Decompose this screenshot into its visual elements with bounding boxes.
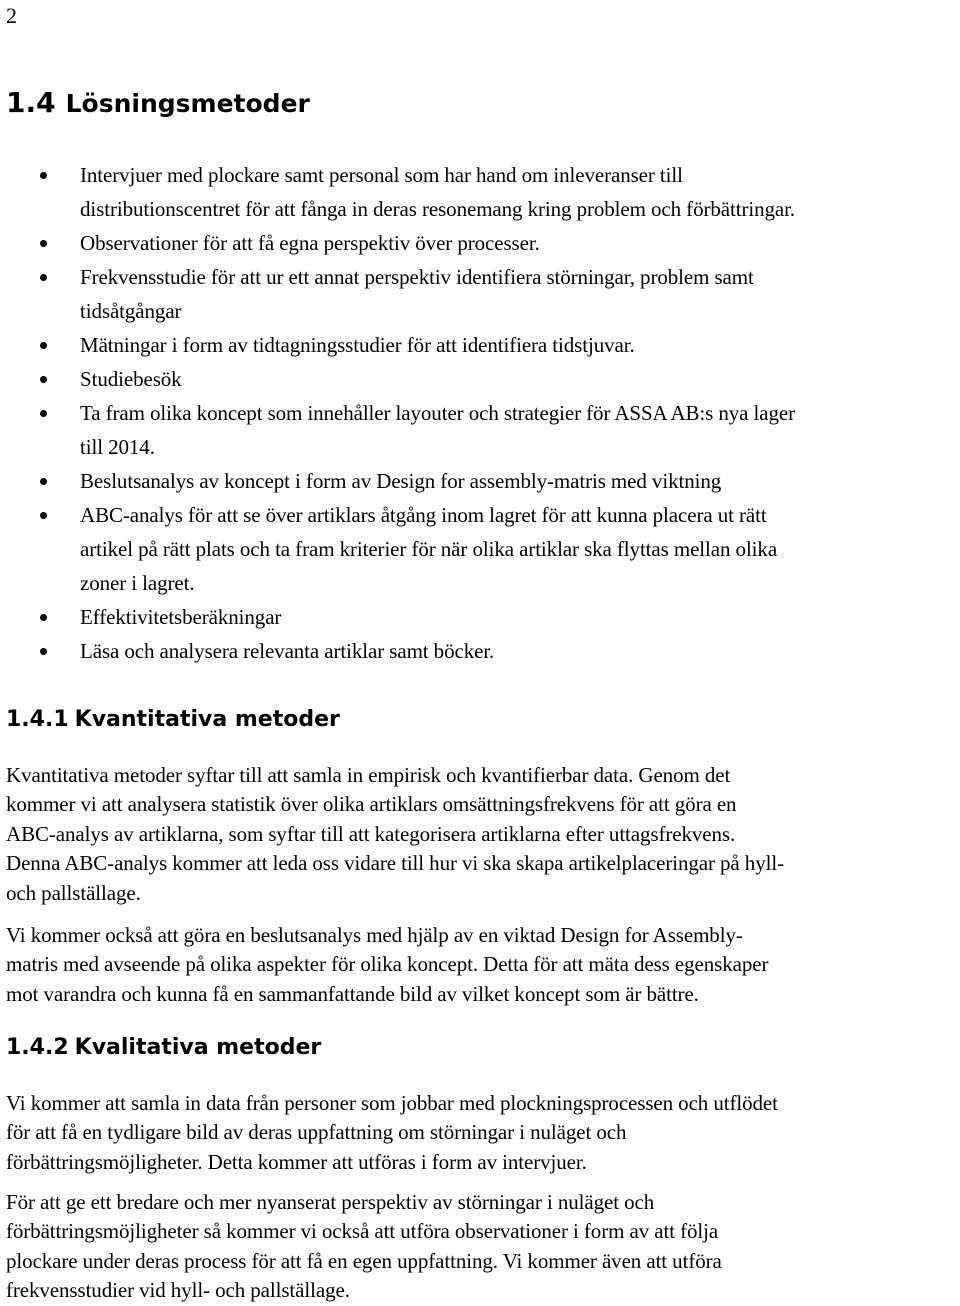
subsection-title: Kvalitativa metoder (74, 1035, 322, 1060)
subsection-number: 1.4.1 (6, 707, 69, 732)
paragraph-qualitative-2: För att ge ett bredare och mer nyanserat perspektiv av störningar i nuläget och förbättringsmöjligheter så kommer vi också att utföra observationer i form av att följa plockare under deras process för att få en egen uppfattning. Vi kommer även att utföra frekvensstudier vid hyll- och pallställage. (6, 1190, 722, 1303)
list-item: Effektivitetsberäkningar (0, 600, 960, 634)
section-heading (6, 86, 310, 121)
subsection-number: 1.4.2 (6, 1035, 69, 1060)
bullet-icon (40, 648, 47, 655)
section-number: 1.4 (6, 86, 56, 119)
list-item: Läsa och analysera relevanta artiklar samt böcker. (0, 634, 960, 668)
bullet-icon (40, 172, 47, 179)
list-item: Beslutsanalys av koncept i form av Design for assembly-matris med viktning (0, 464, 960, 498)
list-item: Ta fram olika koncept som innehåller layouter och strategier för ASSA AB:s nya lager till 2014. (0, 396, 960, 464)
paragraph-quantitative-1: Kvantitativa metoder syftar till att samla in empirisk och kvantifierbar data. Genom det kommer vi att analysera statistik över olika artiklars omsättningsfrekvens för att göra en ABC-analys av artiklarna, som syftar till att kategorisera artiklarna efter uttagsfrekvens. Denna ABC-analys kommer att leda oss vidare till hur vi ska skapa artikelplaceringar på hyll- och pallställage. (6, 763, 784, 905)
list-item: Intervjuer med plockare samt personal som har hand om inleveranser till distributionscentret för att fånga in deras resonemang kring problem och förbättringar. (0, 158, 960, 226)
bullet-icon (40, 410, 47, 417)
subsection-heading-quantitative (6, 704, 340, 736)
paragraph-qualitative-1: Vi kommer att samla in data från personer som jobbar med plockningsprocessen och utflödet för att få en tydligare bild av deras uppfattning om störningar i nuläget och förbättringsmöjligheter. Detta kommer att utföras i form av intervjuer. (6, 1091, 778, 1174)
bullet-icon (40, 240, 47, 247)
methods-bullet-list (0, 158, 960, 668)
paragraph-quantitative-2: Vi kommer också att göra en beslutsanalys med hjälp av en viktad Design for Assembly- matris med avseende på olika aspekter för olika koncept. Detta för att mäta dess egenskaper mot varandra och kunna få en sammanfattande bild av vilket koncept som är bättre. (6, 923, 769, 1006)
list-item: Studiebesök (0, 362, 960, 396)
bullet-icon (40, 614, 47, 621)
subsection-heading-qualitative (6, 1032, 321, 1064)
bullet-icon (40, 512, 47, 519)
bullet-icon (40, 478, 47, 485)
bullet-icon (40, 376, 47, 383)
section-title: Lösningsmetoder (65, 89, 310, 118)
list-item: ABC-analys för att se över artiklars åtgång inom lagret för att kunna placera ut rätt artikel på rätt plats och ta fram kriterier för när olika artiklar ska flyttas mellan olika zoner i lagret. (0, 498, 960, 600)
page-number: 2 (6, 3, 17, 28)
subsection-title: Kvantitativa metoder (74, 707, 340, 732)
list-item: Mätningar i form av tidtagningsstudier för att identifiera tidstjuvar. (0, 328, 960, 362)
bullet-icon (40, 274, 47, 281)
list-item: Frekvensstudie för att ur ett annat perspektiv identifiera störningar, problem samt tidsåtgångar (0, 260, 960, 328)
list-item: Observationer för att få egna perspektiv över processer. (0, 226, 960, 260)
bullet-icon (40, 342, 47, 349)
